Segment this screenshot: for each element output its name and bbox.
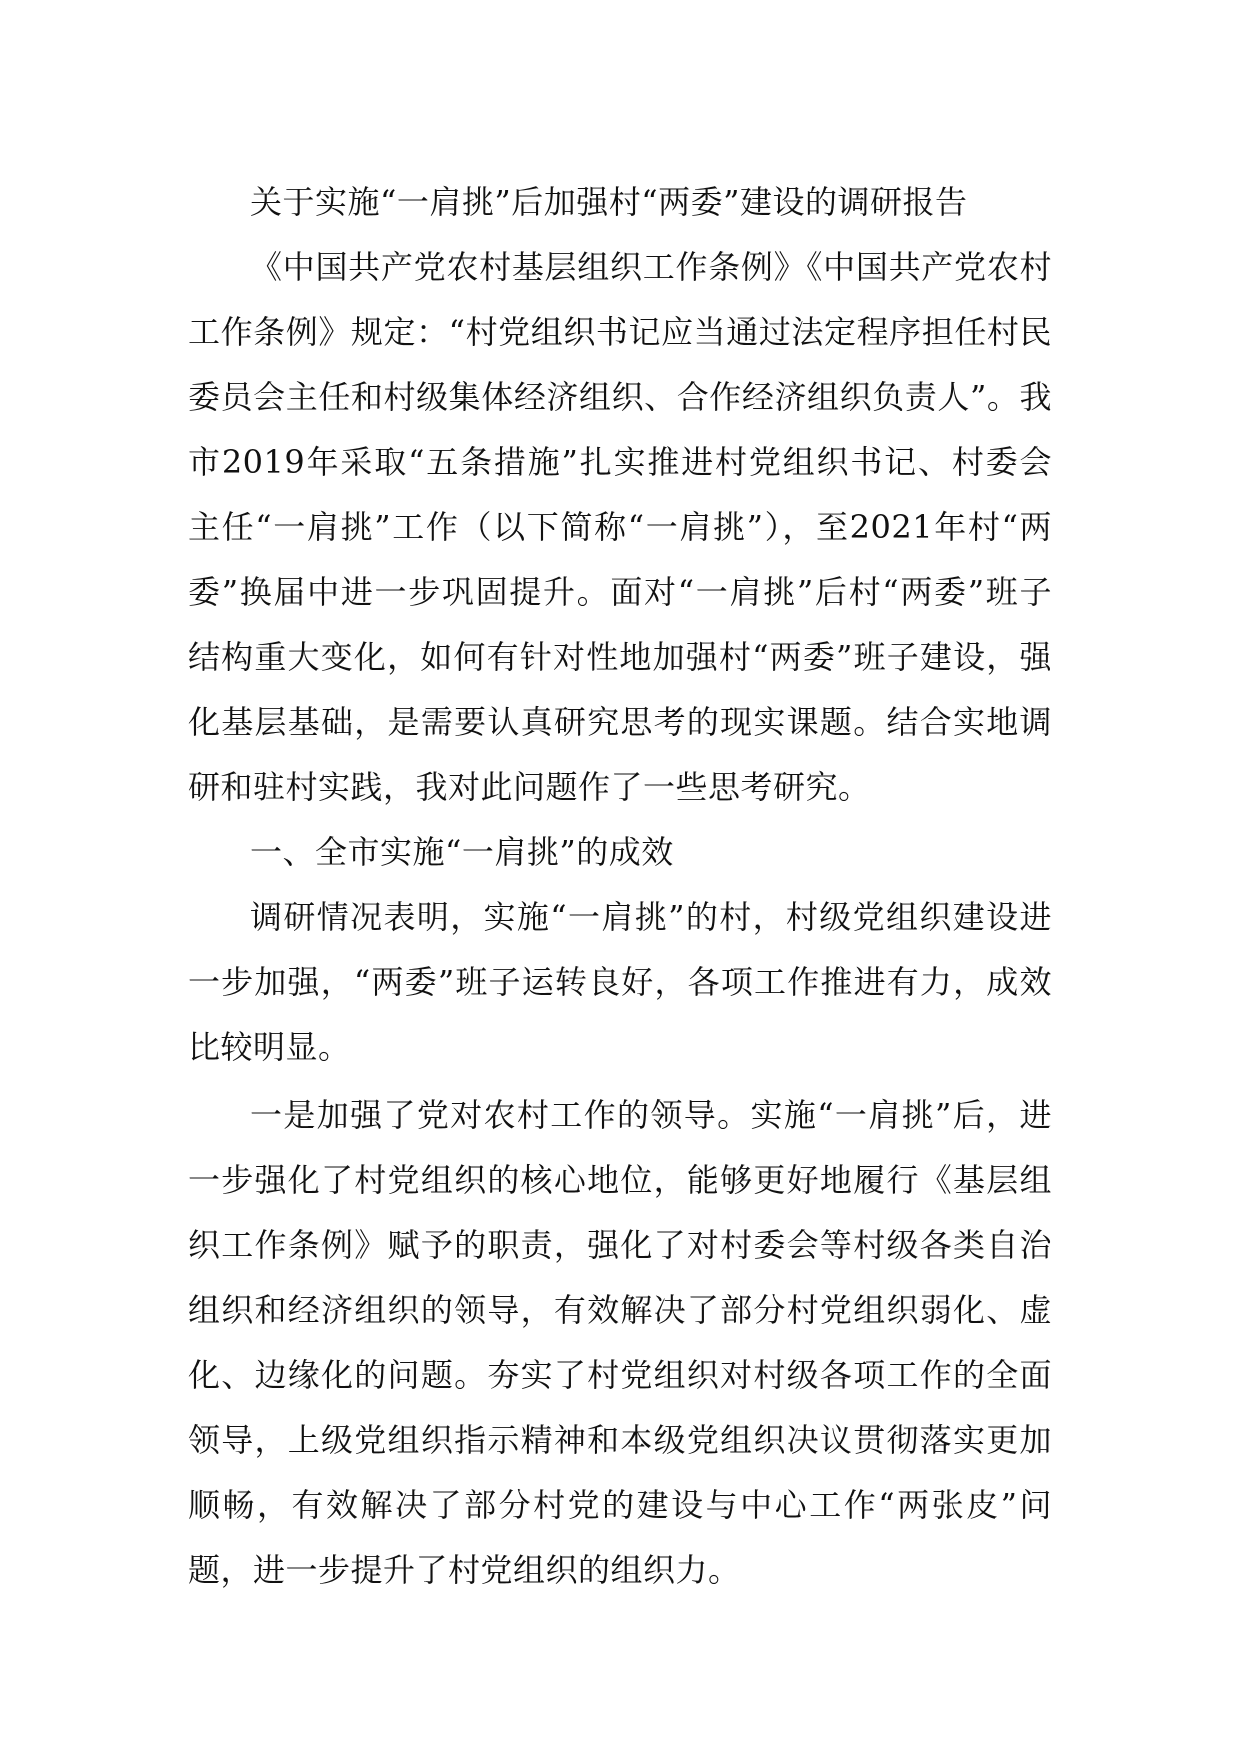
paragraph-survey: 调研情况表明，实施“一肩挑”的村，村级党组织建设进一步加强，“两委”班子运转良好，各项工作推进有力，成效比较明显。 bbox=[188, 898, 1052, 1066]
paragraph-point-one: 一是加强了党对农村工作的领导。实施“一肩挑”后，进一步强化了村党组织的核心地位，能够更好地履行《基层组织工作条例》赋予的职责，强化了对村委会等村级各类自治组织和经济组织的领导，有效解决了部分村党组织弱化、虚化、边缘化的问题。夯实了村党组织对村级各项工作的全面领导，上级党组织指示精神和本级党组织决议贯彻落实更加顺畅，有效解决了部分村党的建设与中心工作“两张皮”问题，进一步提升了村党组织的组织力。 bbox=[188, 1096, 1052, 1589]
document-title: 关于实施“一肩挑”后加强村“两委”建设的调研报告 bbox=[250, 183, 968, 221]
section-heading: 一、全市实施“一肩挑”的成效 bbox=[250, 833, 674, 871]
document-page bbox=[188, 170, 1052, 1603]
paragraph-intro: 《中国共产党农村基层组织工作条例》《中国共产党农村工作条例》规定：“村党组织书记应当通过法定程序担任村民委员会主任和村级集体经济组织、合作经济组织负责人”。我市2019年采取“五条措施”扎实推进村党组织书记、村委会主任“一肩挑”工作（以下简称“一肩挑”），至2021年村“两委”换届中进一步巩固提升。面对“一肩挑”后村“两委”班子结构重大变化，如何有针对性地加强村“两委”班子建设，强化基层基础，是需要认真研究思考的现实课题。结合实地调研和驻村实践，我对此问题作了一些思考研究。 bbox=[188, 248, 1052, 806]
